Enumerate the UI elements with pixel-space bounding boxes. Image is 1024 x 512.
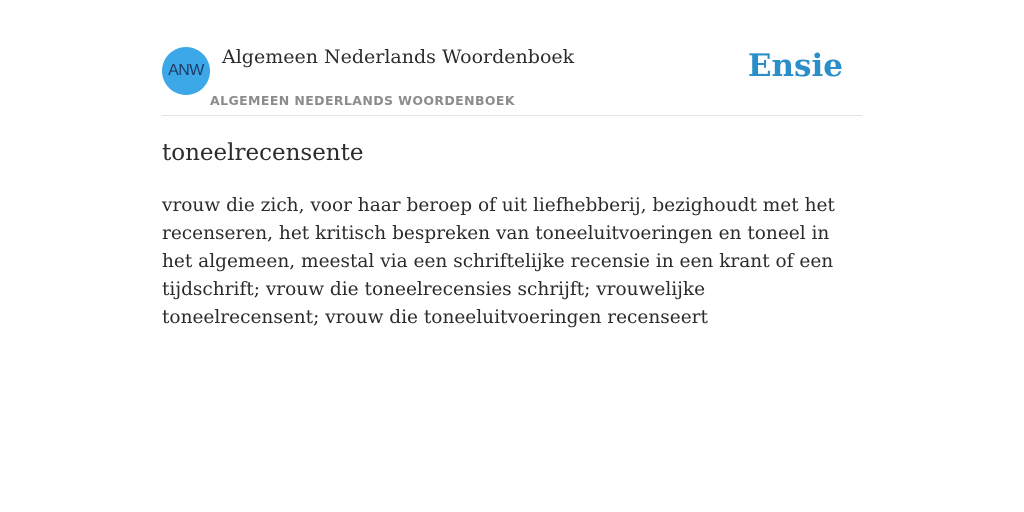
source-subtitle: ALGEMEEN NEDERLANDS WOORDENBOEK [210, 93, 515, 108]
source-title[interactable]: Algemeen Nederlands Woordenboek [222, 46, 575, 68]
ensie-logo[interactable]: Ensie [747, 48, 843, 84]
entry-term: toneelrecensente [162, 140, 364, 166]
dictionary-card [162, 0, 862, 512]
entry-definition: vrouw die zich, voor haar beroep of uit liefhebberij, bezighoudt met het recenseren, het kritisch bespreken van toneeluitvoeringen en toneel in het algemeen, meestal via een schriftelijke recensie in een krant of een tijdschrift; vrouw die toneelrecensies schrijft; vrouwelijke toneelrecensent; vrouw die toneeluitvoeringen recenseert [162, 195, 835, 328]
source-avatar[interactable] [162, 47, 210, 95]
card-header [162, 0, 862, 116]
avatar-label: ANW [168, 62, 204, 79]
